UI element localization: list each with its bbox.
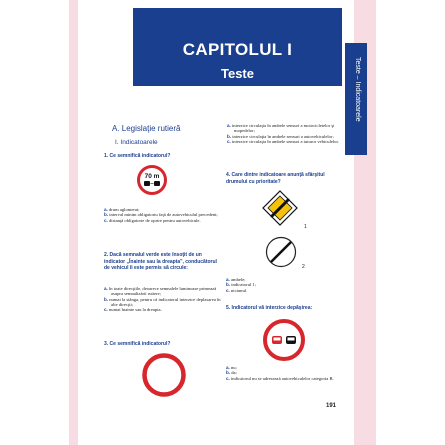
q4-option-a[interactable]: a. ambele; [226,277,246,282]
question-3: 3. Ce semnifică indicatorul? [104,341,171,347]
question-1: 1. Ce semnifică indicatorul? [104,153,171,159]
q3-options [227,123,343,144]
section-title: A. Legislaţie rutieră [112,124,181,133]
side-tab-label: Teste – Indicatoarele [354,57,361,122]
q3-option-c[interactable]: c. interzice circulaţia în ambele sensuri a tuturor vehiculelor. [227,138,339,144]
q4-option-c[interactable]: c. niciunul. [226,287,248,293]
q5-option-b[interactable]: b. da; [226,370,237,376]
q1-options [104,207,222,223]
chapter-subtitle: Teste [221,66,254,81]
q2-options [104,286,222,312]
subsection-title: I. Indicatoarele [115,139,158,146]
distance-70m-sign-icon [137,165,167,195]
question-5: 5. Indicatorul vă interzice depăşirea: [226,305,313,311]
q2-option-a[interactable]: a. în toate direcţiile, deoarece semnalele luminoase primează asupra semnalizării rutiere; [104,286,217,297]
q4-option-b[interactable]: b. indicatorul 1; [226,282,256,288]
end-of-restrictions-sign-icon [265,236,297,268]
question-4: 4. Care dintre indicatoare anunţă sfârşitul drumului cu prioritate? [226,172,325,185]
q5-option-a[interactable]: a. nu; [226,365,237,370]
q2-option-b[interactable]: b. numai la stânga, pentru că indicatorul interzice deplasarea în alte direcţii; [104,296,221,307]
q3-option-b[interactable]: b. interzice circulaţia în ambele sensuri a autovehiculelor; [227,133,334,139]
q1-option-c[interactable]: c. distanţă obligatorie de oprire pentru autovehicule. [104,217,201,223]
chapter-title: CAPITOLUL I [182,40,293,59]
page-number: 191 [326,403,337,409]
q4-options [226,277,342,293]
no-vehicles-sign-icon [142,353,186,397]
q5-option-c[interactable]: c. indicatorul nu se adresează autovehiculelor categoria B. [226,375,334,381]
no-overtaking-sign-icon [263,319,305,361]
q1-option-b[interactable]: b. interval minim obligatoriu faţă de autovehiculul precedent; [104,212,218,218]
end-of-priority-road-sign-icon [262,190,298,226]
side-tab [345,43,367,155]
sign-distance-text: 70 m [144,173,160,180]
question-2: 2. Dacă semnalul verde este însoţit de un indicator „Înainte sau la dreapta", conducătorul de vehicul îi este permis să circule: [104,252,217,271]
q3-option-a[interactable]: a. interzice circulaţia în ambele sensuri a motocicletelor şi mopedelor; [227,123,335,134]
sign-label-2: 2 [302,264,305,270]
chapter-header [133,8,342,86]
left-page-margin [69,0,78,445]
sign-label-1: 1 [304,224,307,230]
q1-option-a[interactable]: a. drum aglomerat; [104,207,140,212]
q2-option-c[interactable]: c. numai înainte sau la dreapta. [104,307,162,313]
q5-options [226,365,342,381]
